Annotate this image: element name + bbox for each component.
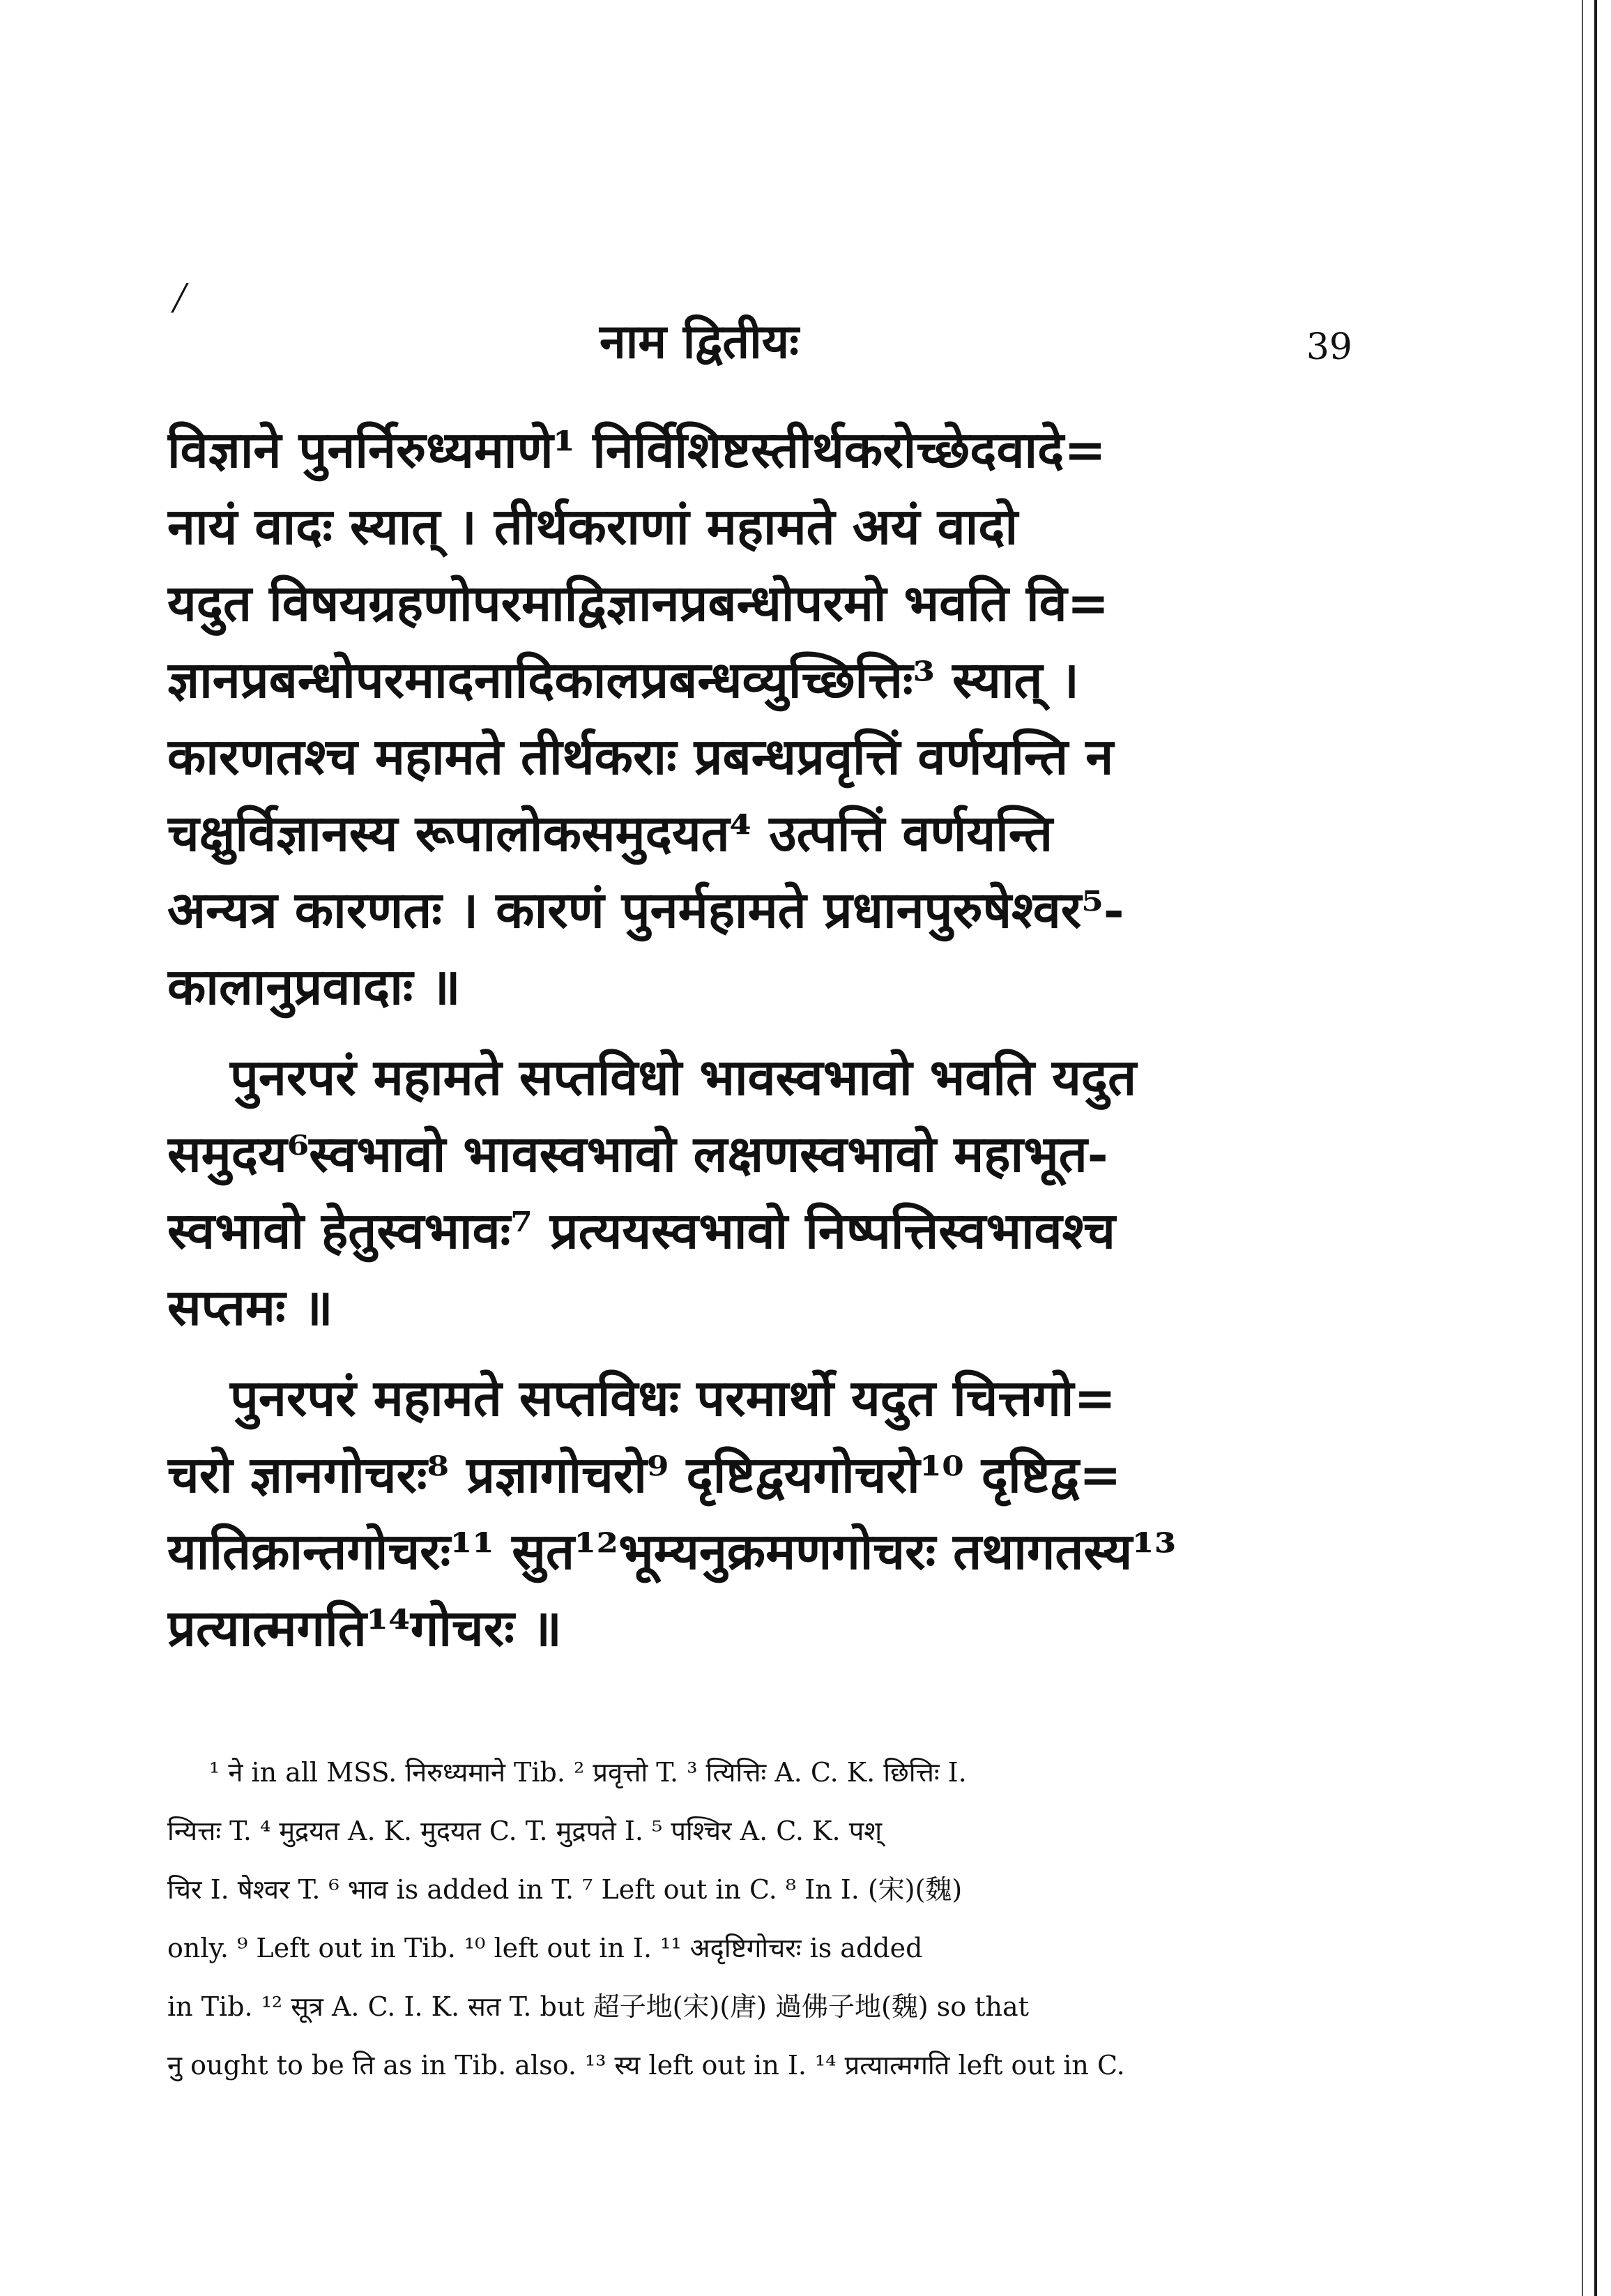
text-line: विज्ञाने पुनर्निरुध्यमाणे¹ निर्विशिष्टस्तीर्थकरोच्छेदवादे= bbox=[167, 420, 1106, 479]
text-line: यदुत विषयग्रहणोपरमाद्विज्ञानप्रबन्धोपरमो भवति वि= bbox=[167, 573, 1110, 632]
text-line: स्वभावो हेतुस्वभावः⁷ प्रत्ययस्वभावो निष्पत्तिस्वभावश्च bbox=[167, 1201, 1115, 1260]
text-line: समुदय⁶स्वभावो भावस्वभावो लक्षणस्वभावो महाभूत- bbox=[167, 1124, 1108, 1183]
header-title: नाम द्वितीयः bbox=[600, 314, 799, 370]
text-line: प्रत्यात्मगति¹⁴गोचरः ॥ bbox=[167, 1598, 562, 1657]
main-text bbox=[167, 411, 1359, 1666]
running-header bbox=[167, 307, 1352, 370]
text-line: चक्षुर्विज्ञानस्य रूपालोकसमुदयत⁴ उत्पत्तिं वर्णयन्ति bbox=[167, 803, 1053, 862]
page-edge-line-thin bbox=[1582, 0, 1583, 2296]
text-line: यातिक्रान्तगोचरः¹¹ सुत¹²भूम्यनुक्रमणगोचरः तथागतस्य¹³ bbox=[167, 1521, 1177, 1581]
text-line: अन्यत्र कारणतः । कारणं पुनर्महामते प्रधानपुरुषेश्वर⁵- bbox=[167, 880, 1124, 939]
page-number: 39 bbox=[1306, 326, 1352, 368]
footnote-line: न्यित्तः T. ⁴ मुद्रयत A. K. मुदयत C. T. मुद्रपते I. ⁵ पश्चिर A. C. K. पश् bbox=[167, 1816, 883, 1846]
text-line: ज्ञानप्रबन्धोपरमादनादिकालप्रबन्धव्युच्छित्तिः³ स्यात् । bbox=[167, 650, 1079, 709]
text-line: पुनरपरं महामते सप्तविधो भावस्वभावो भवति यदुत bbox=[230, 1047, 1137, 1107]
text-line: नायं वादः स्यात् । तीर्थकराणां महामते अयं वादो bbox=[167, 496, 1018, 556]
footnotes bbox=[167, 1743, 1373, 2094]
footnote-line: in Tib. ¹² सूत्र A. C. I. K. सत T. but 超子地(宋)(唐) 過佛子地(魏) so that bbox=[167, 1991, 1029, 2022]
footnote-line: नु ought to be ति as in Tib. also. ¹³ स्य left out in I. ¹⁴ प्रत्यात्मगति left out in C. bbox=[167, 2050, 1125, 2081]
footnote-line: only. ⁹ Left out in Tib. ¹⁰ left out in I. ¹¹ अदृष्टिगोचरः is added bbox=[167, 1933, 923, 1963]
stray-pen-mark: / bbox=[173, 273, 185, 322]
text-line: चरो ज्ञानगोचरः⁸ प्रज्ञागोचरो⁹ दृष्टिद्वयगोचरो¹⁰ दृष्टिद्व= bbox=[167, 1445, 1122, 1504]
text-line: कालानुप्रवादाः ॥ bbox=[167, 957, 461, 1016]
text-line: पुनरपरं महामते सप्तविधः परमार्थो यदुत चित्तगो= bbox=[230, 1368, 1116, 1427]
text-line: कारणतश्च महामते तीर्थकराः प्रबन्धप्रवृत्तिं वर्णयन्ति न bbox=[167, 727, 1114, 786]
text-line: सप्तमः ॥ bbox=[167, 1277, 333, 1337]
footnote-line: ¹ ने in all MSS. निरुध्यमाने Tib. ² प्रवृत्तो T. ³ त्यित्तिः A. C. K. छित्तिः I. bbox=[209, 1757, 967, 1788]
page-edge-line bbox=[1594, 0, 1597, 2296]
footnote-line: चिर I. षेश्वर T. ⁶ भाव is added in T. ⁷ Left out in C. ⁸ In I. (宋)(魏) bbox=[167, 1874, 963, 1905]
